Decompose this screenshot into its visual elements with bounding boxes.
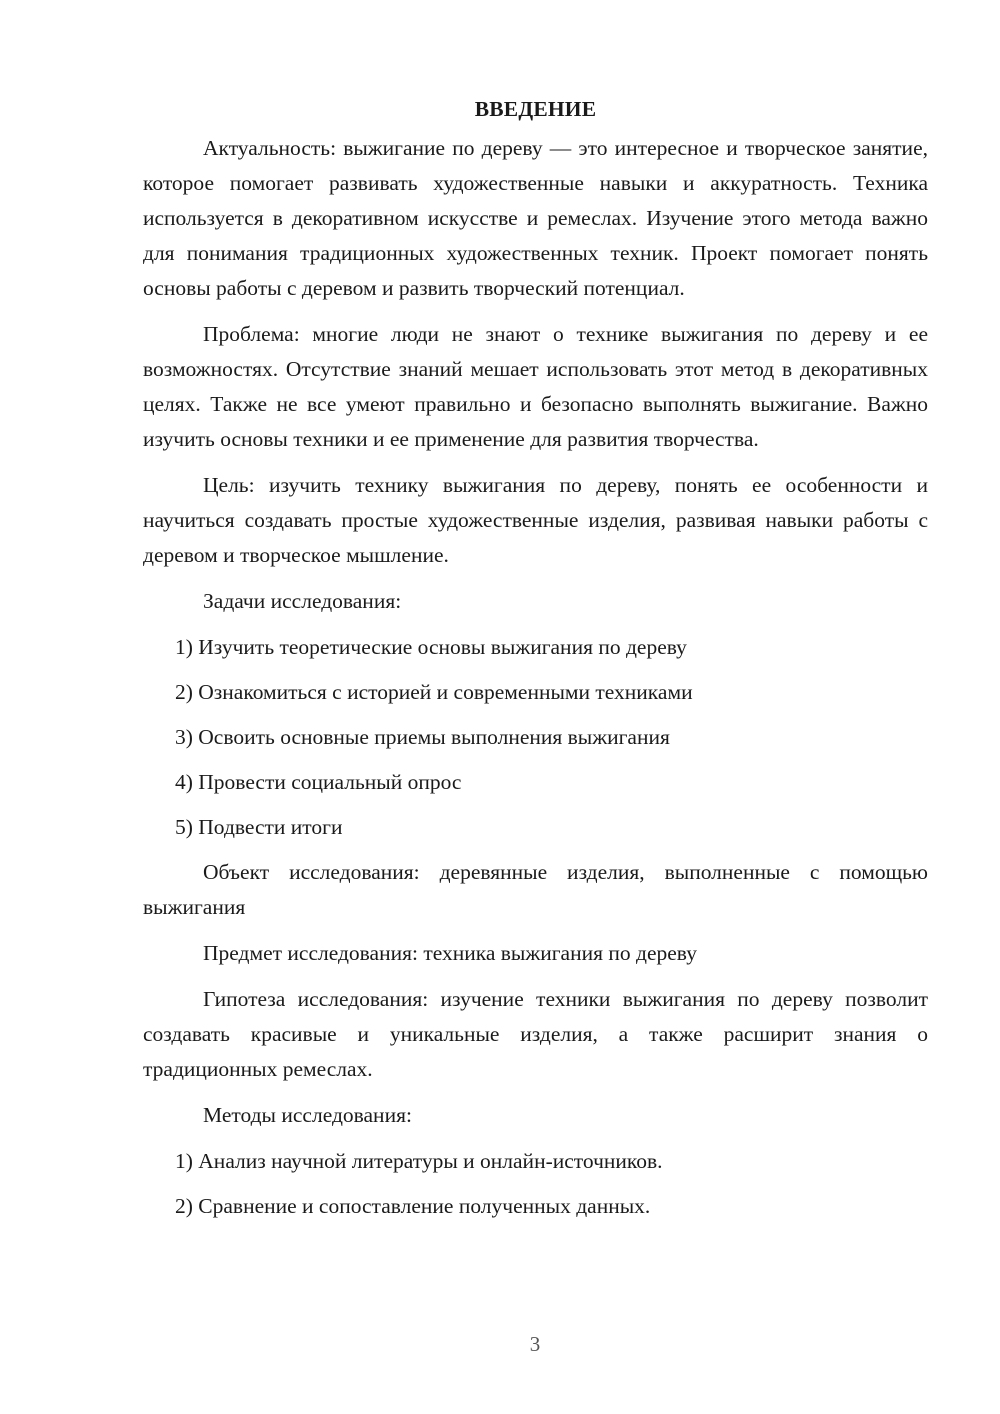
list-item: 1) Анализ научной литературы и онлайн-источников. [175,1149,663,1173]
document-page [143,92,928,1234]
hypothesis-paragraph: Гипотеза исследования: изучение техники выжигания по дереву позволит создавать красивые и уникальные изделия, а также расширит знания о традиционных ремеслах. [143,987,928,1081]
list-item: 5) Подвести итоги [175,815,343,839]
relevance-paragraph: Актуальность: выжигание по дереву — это интересное и творческое занятие, которое помогает развивать художественные навыки и аккуратность. Техника используется в декоративном искусстве и ремеслах. Изучение этого метода важно для понимания традиционных художественных техник. Проект помогает понять основы работы с деревом и развить творческий потенциал. [143,136,928,300]
tasks-heading: Задачи исследования: [203,589,402,613]
object-paragraph: Объект исследования: деревянные изделия, выполненные с помощью выжигания [143,860,928,919]
list-item: 2) Сравнение и сопоставление полученных данных. [175,1194,651,1218]
page-number: 3 [529,1332,541,1356]
tasks-list [143,630,928,845]
problem-paragraph: Проблема: многие люди не знают о технике выжигания по дереву и ее возможностях. Отсутствие знаний мешает использовать этот метод в декоративных целях. Также не все умеют правильно и безопасно выполнять выжигание. Важно изучить основы техники и ее применение для развития творчества. [143,322,928,451]
list-item: 3) Освоить основные приемы выполнения выжигания [175,725,670,749]
section-title: ВВЕДЕНИЕ [474,97,597,121]
methods-heading: Методы исследования: [203,1103,412,1127]
subject-paragraph: Предмет исследования: техника выжигания по дереву [203,941,697,965]
methods-list [143,1144,928,1224]
list-item: 2) Ознакомиться с историей и современными техниками [175,680,693,704]
list-item: 1) Изучить теоретические основы выжигания по дереву [175,635,687,659]
list-item: 4) Провести социальный опрос [175,770,462,794]
goal-paragraph: Цель: изучить технику выжигания по дереву, понять ее особенности и научиться создавать простые художественные изделия, развивая навыки работы с деревом и творческое мышление. [143,473,928,567]
